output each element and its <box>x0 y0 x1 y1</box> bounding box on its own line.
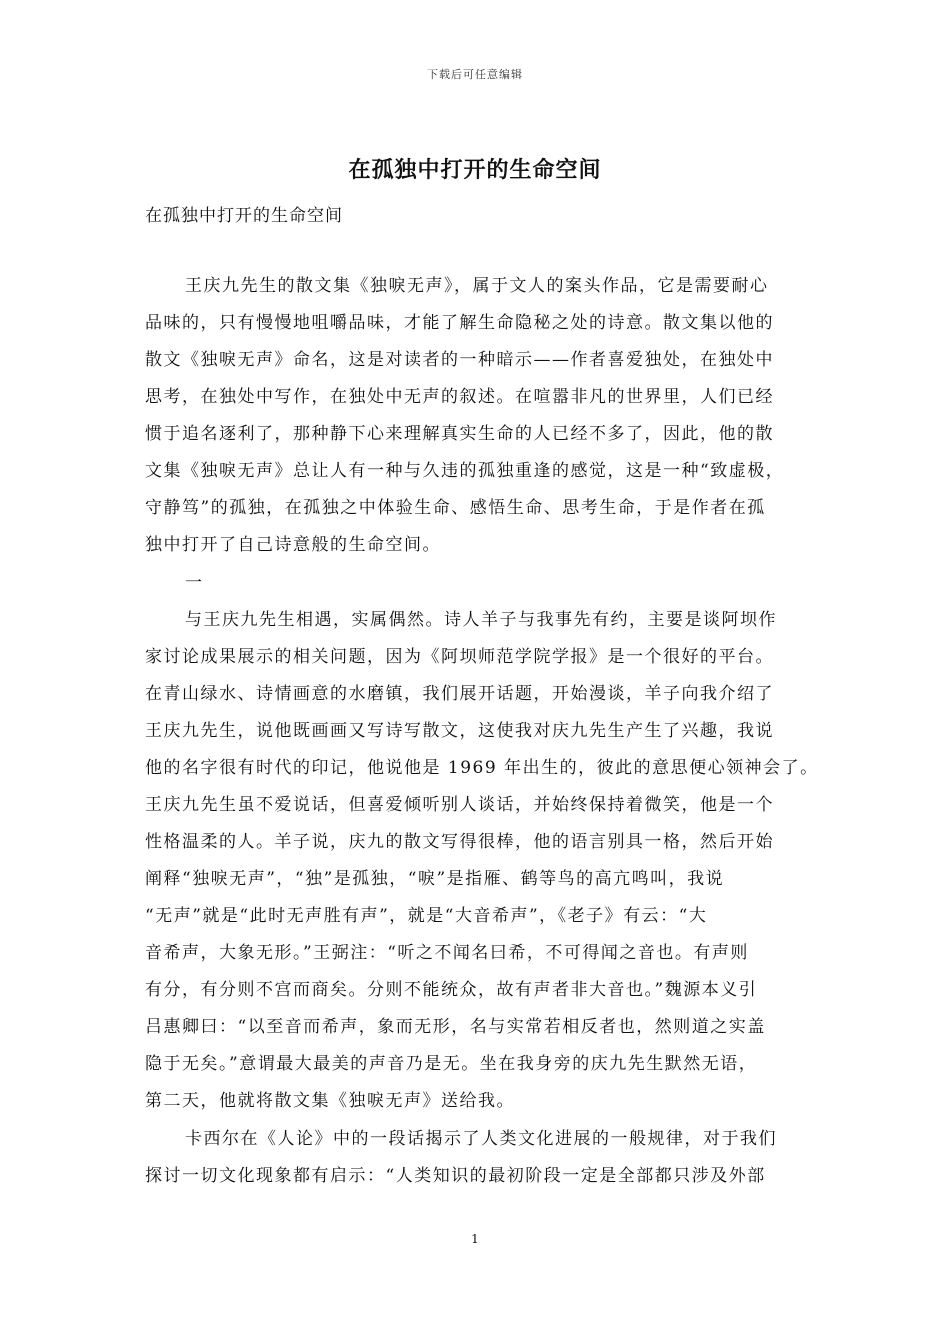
text-line: 隐于无矣。”意谓最大最美的声音乃是无。坐在我身旁的庆九先生默然无语， <box>145 1054 758 1074</box>
text-line: 卡西尔在《人论》中的一段话揭示了人类文化进展的一般规律，对于我们 <box>185 1129 777 1149</box>
text-line: “无声”就是“此时无声胜有声”，就是“大音希声”，《老子》有云：“大 <box>145 906 708 926</box>
text-line: 守静笃”的孤独，在孤独之中体验生命、感悟生命、思考生命，于是作者在孤 <box>145 498 766 518</box>
text-line: 王庆九先生虽不爱说话，但喜爱倾听别人谈话，并始终保持着微笑，他是一个 <box>145 795 774 815</box>
text-line: 散文《独唳无声》命名，这是对读者的一种暗示——作者喜爱独处，在独处中 <box>145 350 774 370</box>
paragraph-encounter <box>145 602 819 1120</box>
text-line: 吕惠卿曰：“以至音而希声，象而无形，名与实常若相反者也，然则道之实盖 <box>145 1017 766 1037</box>
text-line: 文集《独唳无声》总让人有一种与久违的孤独重逢的感觉，这是一种“致虚极， <box>145 461 785 481</box>
text-line: 惯于追名逐利了，那种静下心来理解真实生命的人已经不多了，因此，他的散 <box>145 424 774 444</box>
text-line: 探讨一切文化现象都有启示：“人类知识的最初阶段一定是全部都只涉及外部 <box>145 1166 766 1186</box>
section-marker <box>145 565 810 602</box>
text-line: 与王庆九先生相遇，实属偶然。诗人羊子与我事先有约，主要是谈阿坝作 <box>185 610 777 630</box>
text-line: 王庆九先生的散文集《独唳无声》，属于文人的案头作品，它是需要耐心 <box>185 276 769 296</box>
text-line: 他的名字很有时代的印记，他说他是 1969 年出生的，彼此的意思便心领神会了。 <box>145 758 819 778</box>
document-title: 在孤独中打开的生命空间 <box>348 157 602 183</box>
section-number: 一 <box>185 573 204 593</box>
text-line: 独中打开了自己诗意般的生命空间。 <box>145 535 441 555</box>
document-subtitle: 在孤独中打开的生命空间 <box>145 206 343 226</box>
text-line: 性格温柔的人。羊子说，庆九的散文写得很棒，他的语言别具一格，然后开始 <box>145 832 774 852</box>
page-header: 下载后可任意编辑 <box>427 68 523 81</box>
text-line: 有分，有分则不宫而商矣。分则不能统众，故有声者非大音也。”魏源本义引 <box>145 980 758 1000</box>
text-line: 品味的，只有慢慢地咀嚼品味，才能了解生命隐秘之处的诗意。散文集以他的 <box>145 313 774 333</box>
paragraph-intro <box>145 268 810 564</box>
text-line: 音希声，大象无形。”王弼注：“听之不闻名曰希，不可得闻之音也。有声则 <box>145 943 749 963</box>
text-line: 阐释“独唳无声”，“独”是孤独，“唳”是指雁、鹤等鸟的高亢鸣叫，我说 <box>145 869 725 889</box>
text-line: 王庆九先生，说他既画画又写诗写散文，这使我对庆九先生产生了兴趣，我说 <box>145 721 774 741</box>
page-number: 1 <box>471 1232 479 1246</box>
text-line: 在青山绿水、诗情画意的水磨镇，我们展开话题，开始漫谈，羊子向我介绍了 <box>145 684 774 704</box>
text-line: 思考，在独处中写作，在独处中无声的叙述。在喧嚣非凡的世界里，人们已经 <box>145 387 774 407</box>
paragraph-cassirer <box>145 1121 810 1195</box>
text-line: 第二天，他就将散文集《独唳无声》送给我。 <box>145 1091 515 1111</box>
text-line: 家讨论成果展示的相关问题，因为《阿坝师范学院学报》是一个很好的平台。 <box>145 647 774 667</box>
